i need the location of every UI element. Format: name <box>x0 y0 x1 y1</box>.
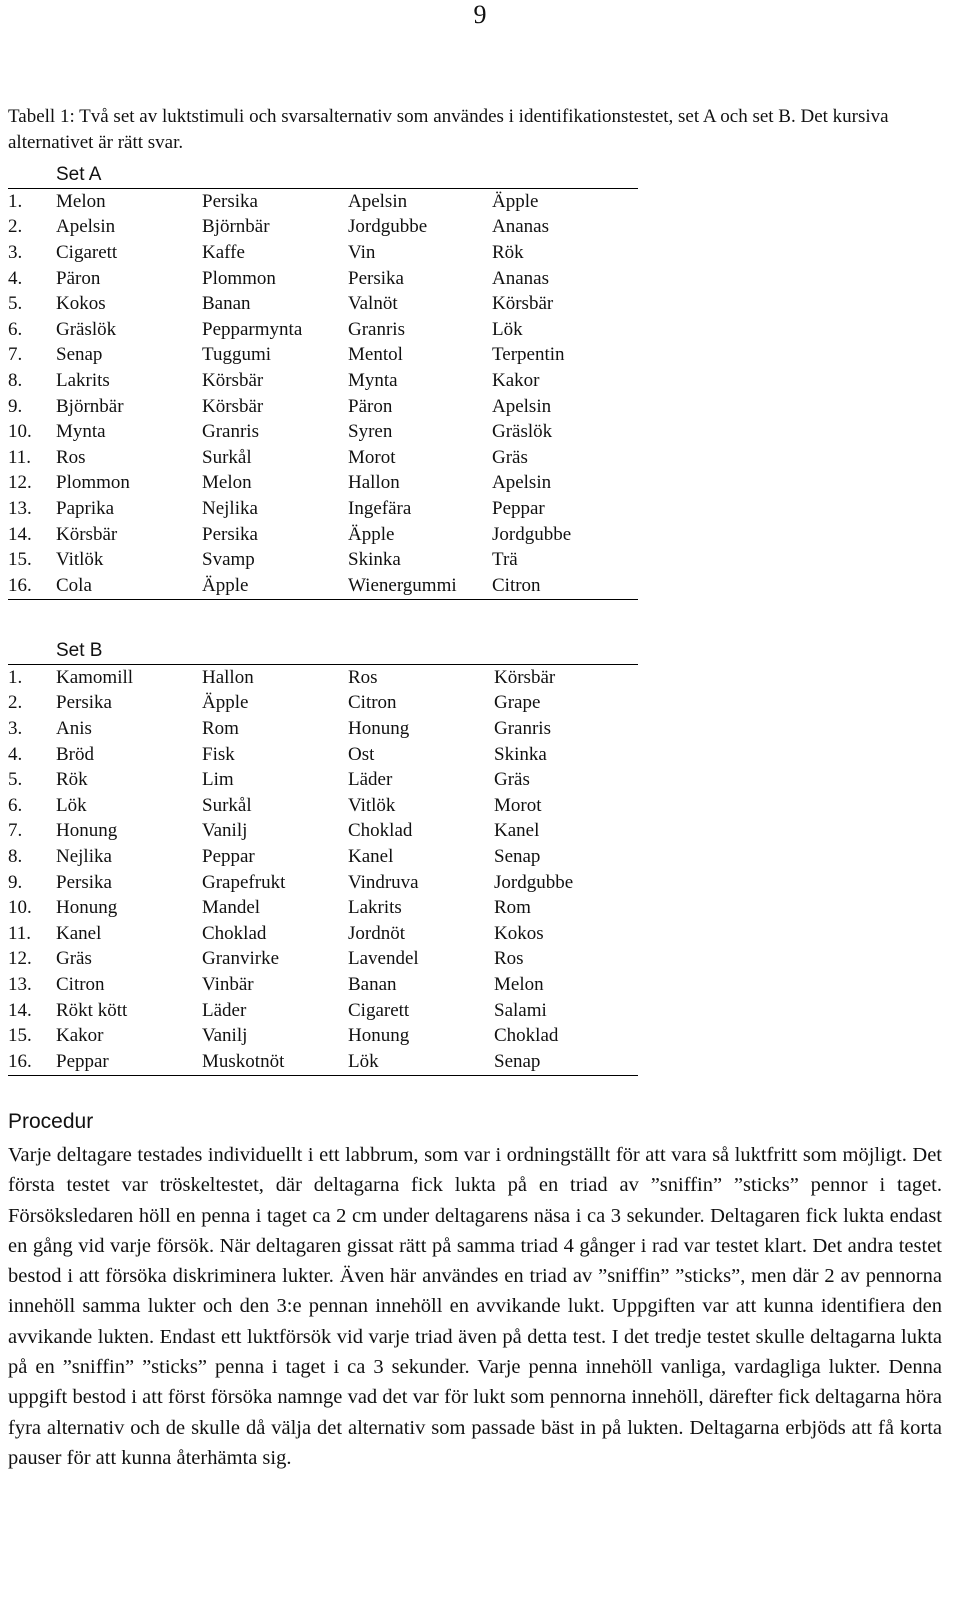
odor-option: Jordgubbe <box>494 871 574 893</box>
set-b-table <box>8 638 638 1076</box>
odor-option: Körsbär <box>56 523 118 545</box>
row-number: 6. <box>8 794 23 816</box>
odor-option: Honung <box>56 820 118 842</box>
row-number: 13. <box>8 497 32 519</box>
row-number: 10. <box>8 421 32 443</box>
table-row <box>8 1049 638 1075</box>
odor-option: Senap <box>494 845 541 867</box>
odor-option: Kanel <box>494 820 540 842</box>
table-row <box>8 240 638 266</box>
row-number: 14. <box>8 523 32 545</box>
odor-option: Cola <box>56 574 92 596</box>
row-number: 8. <box>8 369 23 391</box>
odor-option: Päron <box>56 267 101 289</box>
odor-option: Skinka <box>494 743 547 765</box>
odor-option: Rök <box>56 769 88 791</box>
odor-option: Honung <box>56 897 118 919</box>
row-number: 5. <box>8 769 23 791</box>
table-row <box>8 972 638 998</box>
odor-option: Apelsin <box>492 395 552 417</box>
row-number: 3. <box>8 241 23 263</box>
odor-option: Rök <box>492 241 524 263</box>
odor-option: Honung <box>348 1025 410 1047</box>
odor-option: Terpentin <box>492 344 565 366</box>
set-a-rows <box>8 189 638 600</box>
odor-option: Mentol <box>348 344 403 366</box>
row-number: 11. <box>8 922 32 944</box>
row-number: 8. <box>8 845 23 867</box>
odor-option: Paprika <box>56 497 115 519</box>
row-number: 3. <box>8 717 23 739</box>
odor-option: Syren <box>348 421 393 443</box>
odor-option: Valnöt <box>348 293 398 315</box>
table-row <box>8 547 638 573</box>
odor-option: Ost <box>348 743 375 765</box>
odor-option: Kamomill <box>56 666 134 688</box>
odor-option: Jordgubbe <box>348 216 428 238</box>
odor-option: Vindruva <box>348 871 419 893</box>
odor-option: Hallon <box>348 472 400 494</box>
odor-option: Peppar <box>202 845 255 867</box>
odor-option: Äpple <box>492 190 539 212</box>
procedure-paragraph: Varje deltagare testades individuellt i ett labbrum, som var i ordningställt för att vara så luktfritt som möjligt. Det första testet var tröskeltestet, där deltagarna fick lukta på en triad av ”sniffin” ”sticks” pennor i taget. Försöksledaren höll en penna i taget ca 2 cm under deltagarens näsa i ca 3 sekunder. Deltagaren fick lukta endast en gång vid varje försök. När deltagaren gissat rätt på samma triad 4 gånger i rad var testet klart. Det andra testet bestod i att försöka diskriminera lukter. Även här användes en triad av ”sniffin” ”sticks”, men där 2 av pennorna innehöll samma lukter och den 3:e pennan innehöll en avvikande lukt. Uppgiften var att kunna identifiera den avvikande lukten. Endast ett luktförsök vid varje triad även på detta test. I det tredje testet skulle deltagarna lukta på en ”sniffin” ”sticks” penna i taget i ca 3 sekunder. Varje penna innehöll vanliga, vardagliga lukter. Denna uppgift bestod i att först försöka namnge vad det var för lukt som pennorna innehöll, därefter fick deltagarna höra fyra alternativ och de skulle då välja det alternativ som passade bäst in på lukten. Deltagarna erbjöds att få korta pauser för att kunna återhämta sig. <box>8 1144 942 1469</box>
odor-option: Granris <box>348 318 405 340</box>
odor-option: Lakrits <box>348 897 402 919</box>
odor-option: Granris <box>494 717 551 739</box>
odor-option: Citron <box>348 692 397 714</box>
row-number: 9. <box>8 871 23 893</box>
set-b-title: Set B <box>8 638 638 665</box>
odor-option: Trä <box>492 549 518 571</box>
row-number: 10. <box>8 897 32 919</box>
odor-option: Tuggumi <box>202 344 271 366</box>
table-row <box>8 394 638 420</box>
odor-option: Senap <box>494 1050 541 1072</box>
odor-option: Kokos <box>494 922 544 944</box>
row-number: 1. <box>8 190 23 212</box>
odor-option: Peppar <box>56 1050 109 1072</box>
page-number: 9 <box>473 0 487 29</box>
odor-option: Melon <box>56 190 106 212</box>
odor-option: Äpple <box>348 523 395 545</box>
odor-option: Choklad <box>202 922 267 944</box>
odor-option: Plommon <box>56 472 130 494</box>
row-number: 9. <box>8 395 23 417</box>
odor-option: Persika <box>348 267 404 289</box>
odor-option: Ingefära <box>348 497 412 519</box>
odor-option: Lök <box>492 318 523 340</box>
row-number: 2. <box>8 216 23 238</box>
table-caption: Tabell 1: Två set av luktstimuli och svarsalternativ som användes i identifikationstestet, set A och set B. Det kursiva alternativet är rätt svar. <box>8 106 889 153</box>
odor-option: Nejlika <box>202 497 258 519</box>
row-number: 12. <box>8 472 32 494</box>
odor-option: Gräs <box>492 446 528 468</box>
odor-option: Surkål <box>202 794 252 816</box>
odor-option: Lök <box>348 1050 379 1072</box>
odor-option: Bröd <box>56 743 94 765</box>
odor-option: Plommon <box>202 267 276 289</box>
odor-option: Vitlök <box>56 549 104 571</box>
odor-option: Lök <box>56 794 87 816</box>
odor-option: Wienergummi <box>348 574 457 596</box>
odor-option: Grapefrukt <box>202 871 286 893</box>
odor-option: Kokos <box>56 293 106 315</box>
section-heading: Procedur <box>8 1110 94 1133</box>
odor-option: Choklad <box>494 1025 559 1047</box>
odor-option: Björnbär <box>56 395 124 417</box>
odor-option: Gräs <box>494 769 530 791</box>
odor-option: Lavendel <box>348 948 419 970</box>
table-row <box>8 895 638 921</box>
odor-option: Lim <box>202 769 234 791</box>
odor-option: Jordnöt <box>348 922 405 944</box>
row-number: 7. <box>8 820 23 842</box>
odor-option: Senap <box>56 344 103 366</box>
odor-option: Morot <box>348 446 396 468</box>
odor-option: Anis <box>56 717 92 739</box>
table-row <box>8 419 638 445</box>
odor-option: Choklad <box>348 820 413 842</box>
table-row <box>8 471 638 497</box>
odor-option: Rom <box>494 897 531 919</box>
odor-option: Persika <box>56 871 112 893</box>
odor-option: Skinka <box>348 549 401 571</box>
odor-option: Salami <box>494 999 547 1021</box>
odor-option: Ros <box>56 446 86 468</box>
odor-option: Peppar <box>492 497 545 519</box>
odor-option: Vanilj <box>202 1025 248 1047</box>
table-row <box>8 998 638 1024</box>
odor-option: Banan <box>202 293 251 315</box>
row-number: 4. <box>8 267 23 289</box>
table-row <box>8 767 638 793</box>
table-row <box>8 947 638 973</box>
odor-option: Pepparmynta <box>202 318 303 340</box>
odor-option: Svamp <box>202 549 255 571</box>
odor-option: Ros <box>348 666 378 688</box>
odor-option: Gräs <box>56 948 92 970</box>
odor-option: Kakor <box>492 369 540 391</box>
set-b-rows <box>8 665 638 1076</box>
odor-option: Körsbär <box>202 369 264 391</box>
odor-option: Ananas <box>492 216 549 238</box>
odor-option: Rökt kött <box>56 999 128 1021</box>
odor-option: Granris <box>202 421 259 443</box>
odor-option: Kanel <box>56 922 102 944</box>
odor-option: Nejlika <box>56 845 112 867</box>
odor-option: Jordgubbe <box>492 523 572 545</box>
odor-option: Apelsin <box>348 190 408 212</box>
odor-option: Gräslök <box>492 421 553 443</box>
odor-option: Ananas <box>492 267 549 289</box>
row-number: 2. <box>8 692 23 714</box>
odor-option: Vin <box>348 241 376 263</box>
odor-option: Mynta <box>348 369 398 391</box>
odor-option: Muskotnöt <box>202 1050 285 1072</box>
odor-option: Kanel <box>348 845 394 867</box>
odor-option: Äpple <box>202 574 249 596</box>
row-number: 6. <box>8 318 23 340</box>
table-row <box>8 665 638 691</box>
odor-option: Vinbär <box>202 973 254 995</box>
odor-option: Läder <box>202 999 247 1021</box>
odor-option: Björnbär <box>202 216 270 238</box>
row-number: 1. <box>8 666 23 688</box>
odor-option: Persika <box>202 523 258 545</box>
table-row <box>8 368 638 394</box>
odor-option: Honung <box>348 717 410 739</box>
table-row <box>8 266 638 292</box>
odor-option: Kakor <box>56 1025 104 1047</box>
table-row <box>8 921 638 947</box>
set-a-title: Set A <box>8 162 638 189</box>
table-row <box>8 1023 638 1049</box>
table-row <box>8 742 638 768</box>
table-row <box>8 573 638 599</box>
odor-option: Persika <box>202 190 258 212</box>
odor-option: Banan <box>348 973 397 995</box>
row-number: 4. <box>8 743 23 765</box>
odor-option: Lakrits <box>56 369 110 391</box>
row-number: 16. <box>8 1050 32 1072</box>
odor-option: Mynta <box>56 421 106 443</box>
odor-option: Körsbär <box>494 666 556 688</box>
odor-option: Surkål <box>202 446 252 468</box>
odor-option: Ros <box>494 948 524 970</box>
row-number: 12. <box>8 948 32 970</box>
odor-option: Fisk <box>202 743 235 765</box>
odor-option: Rom <box>202 717 239 739</box>
odor-option: Granvirke <box>202 948 280 970</box>
odor-option: Hallon <box>202 666 254 688</box>
table-row <box>8 793 638 819</box>
odor-option: Päron <box>348 395 393 417</box>
odor-option: Melon <box>494 973 544 995</box>
row-number: 15. <box>8 1025 32 1047</box>
odor-option: Läder <box>348 769 393 791</box>
row-number: 13. <box>8 973 32 995</box>
table-row <box>8 496 638 522</box>
table-row <box>8 716 638 742</box>
row-number: 14. <box>8 999 32 1021</box>
odor-option: Äpple <box>202 692 249 714</box>
table-row <box>8 317 638 343</box>
odor-option: Melon <box>202 472 252 494</box>
table-row <box>8 445 638 471</box>
table-row <box>8 819 638 845</box>
row-number: 16. <box>8 574 32 596</box>
odor-option: Kaffe <box>202 241 245 263</box>
odor-option: Gräslök <box>56 318 117 340</box>
row-number: 15. <box>8 549 32 571</box>
odor-option: Vanilj <box>202 820 248 842</box>
odor-option: Persika <box>56 692 112 714</box>
table-row <box>8 844 638 870</box>
odor-option: Körsbär <box>202 395 264 417</box>
odor-option: Grape <box>494 692 541 714</box>
row-number: 7. <box>8 344 23 366</box>
odor-option: Citron <box>492 574 541 596</box>
odor-option: Körsbär <box>492 293 554 315</box>
set-a-table <box>8 162 638 600</box>
table-row <box>8 189 638 215</box>
table-row <box>8 870 638 896</box>
odor-option: Morot <box>494 794 542 816</box>
odor-option: Cigarett <box>348 999 410 1021</box>
odor-option: Citron <box>56 973 105 995</box>
odor-option: Apelsin <box>492 472 552 494</box>
odor-option: Mandel <box>202 897 261 919</box>
table-row <box>8 215 638 241</box>
odor-option: Apelsin <box>56 216 116 238</box>
table-row <box>8 691 638 717</box>
row-number: 11. <box>8 446 32 468</box>
table-row <box>8 343 638 369</box>
odor-option: Cigarett <box>56 241 118 263</box>
table-row <box>8 522 638 548</box>
table-row <box>8 291 638 317</box>
odor-option: Vitlök <box>348 794 396 816</box>
row-number: 5. <box>8 293 23 315</box>
